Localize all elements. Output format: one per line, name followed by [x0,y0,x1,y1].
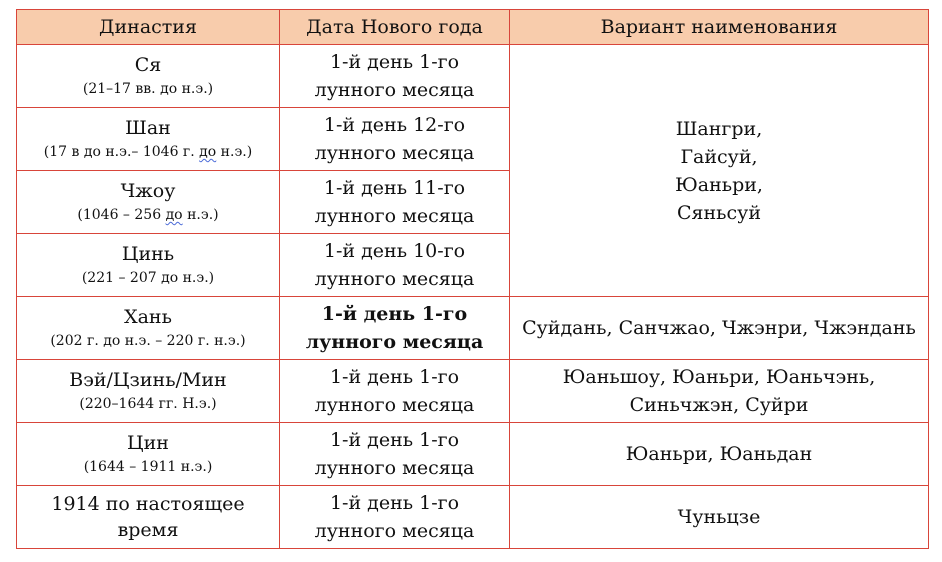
variant-cell [510,297,929,360]
date-cell [280,423,510,486]
dynasty-cell [17,45,280,108]
dynasty-name: Шан [125,117,171,139]
date-line: лунного месяца [314,520,475,542]
spellcheck-underlined-word: до [199,144,217,160]
dynasty-name: 1914 по настоящее [51,493,245,515]
table-row [17,360,929,423]
date-cell [280,108,510,171]
dynasty-period: (21–17 вв. до н.э.) [82,81,214,97]
date-line: лунного месяца [314,79,475,101]
dynasty-period [17,141,279,163]
dynasty-cell [17,234,280,297]
dynasty-period: (202 г. до н.э. – 220 г. н.э.) [50,333,246,349]
variant-text: Синьчжэн, Суйри [629,394,809,416]
variant-cell [510,423,929,486]
table-row [17,486,929,549]
dynasty-cell [17,297,280,360]
dynasty-cell [17,108,280,171]
dynasty-name: Чжоу [120,180,176,202]
date-cell [280,360,510,423]
variant-item: Шангри, [675,117,763,140]
dynasty-name: Цин [127,432,169,454]
date-line: 1-й день 1-го [329,492,460,514]
date-cell [280,486,510,549]
dynasty-period: (1644 – 1911 н.э.) [83,459,213,475]
date-line: 1-й день 1-го [329,366,460,388]
header-name-variant: Вариант наименования [510,10,929,45]
date-line: 1-й день 11-го [323,177,466,199]
header-new-year-date: Дата Нового года [280,10,510,45]
table-row [17,45,929,108]
dynasty-cell [17,171,280,234]
date-line: 1-й день 10-го [323,240,466,262]
variant-text: Суйдань, Санчжао, Чжэнри, Чжэндань [522,317,916,339]
variant-text: Юаньри, Юаньдан [625,443,813,465]
table-row [17,423,929,486]
variant-text: Чуньцзе [677,506,761,528]
header-dynasty: Династия [17,10,280,45]
table-row [17,297,929,360]
date-line: лунного месяца [314,205,475,227]
date-line: 1-й день 1-го [321,303,468,325]
dynasty-name: Цинь [121,243,175,265]
date-line: лунного месяца [314,268,475,290]
variant-cell [510,360,929,423]
dynasty-name: время [117,519,179,541]
period-text: (17 в до н.э.– 1046 г. [43,144,200,160]
date-cell [280,234,510,297]
period-text: н.э.) [182,207,219,223]
dynasty-name: Хань [124,306,172,328]
table-header-row [17,10,929,45]
date-cell [280,297,510,360]
variant-text: Юаньшоу, Юаньри, Юаньчэнь, [562,366,876,388]
date-line: 1-й день 1-го [329,51,460,73]
dynasty-name: Ся [134,54,162,76]
variant-item: Гайсуй, [680,145,758,168]
date-cell [280,45,510,108]
dynasty-period: (221 – 207 до н.э.) [81,270,215,286]
dynasty-period [17,204,279,226]
dynasty-cell [17,486,280,549]
variant-cell-group [510,45,929,297]
dynasty-cell [17,423,280,486]
date-cell [280,171,510,234]
variant-item: Юаньри, [675,173,763,196]
new-year-dynasty-table [16,9,929,549]
date-line: лунного месяца [314,394,475,416]
variant-item: Сяньсуй [676,201,761,224]
variant-list [510,115,928,227]
date-line: лунного месяца [305,331,484,353]
period-text: (1046 – 256 [77,207,166,223]
variant-cell [510,486,929,549]
spellcheck-underlined-word: до [165,207,183,223]
period-text: н.э.) [216,144,253,160]
date-line: лунного месяца [314,142,475,164]
dynasty-period: (220–1644 гг. Н.э.) [79,396,217,412]
date-line: лунного месяца [314,457,475,479]
dynasty-cell [17,360,280,423]
dynasty-name: Вэй/Цзинь/Мин [69,369,227,391]
date-line: 1-й день 1-го [329,429,460,451]
date-line: 1-й день 12-го [323,114,466,136]
